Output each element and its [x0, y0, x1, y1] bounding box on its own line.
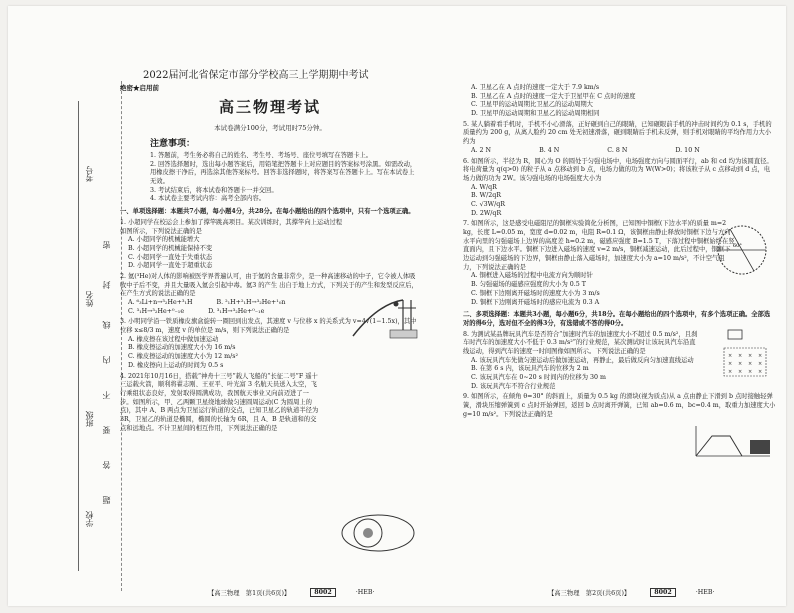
class-label: 班级 [85, 411, 94, 427]
question-option: D. 小超同学一直处于超重状态 [128, 262, 213, 270]
question-stem: 4. 2021年10月16日，搭载“神舟十三号”载人飞船的“长征二号”F 遥十三运载火箭，顺利将翟志刚、王亚平、叶光富 3 名航天员送入太空，飞行乘组状态良好，发射取得圆满成功，我国航天事业又向前迈进了一步。如图所示，甲、乙两颗卫星绕地球做匀速圆周运动(C 为圆周上的点)，其中 A、B 两点为卫星运行轨道的交点，已知卫星乙的轨道半径为 3R，卫星乙的轨道是椭圆，椭圆的长轴为 6R，且 A、B 是轨道和的交点和远地点。不计卫星间的相互作用，下列说法正确的是 [120, 372, 319, 432]
heb-mark: ·HEB· [355, 589, 375, 596]
svg-text:×: × [748, 361, 753, 367]
question-option: D. 2W/qR [471, 209, 502, 217]
note-item: 1. 答题前，考生务必将自己的姓名、考生号、考场号、座位号填写在答题卡上。 [150, 152, 373, 160]
vt-graph-svg [690, 424, 772, 460]
seal-char: 要 [102, 426, 111, 434]
question-option: B. 橡皮擦运动的加速度大小为 16 m/s [128, 344, 236, 352]
exam-no-label: 考号 [85, 166, 94, 182]
question-stem: 9. 如图所示，在倾角 θ=30° 的斜面上，质量为 0.5 kg 的滑块(视为质点)从 a 点由静止下滑到 b 点时接触轻弹簧，滑块压缩弹簧到 c 点时开始弹回，返回 b 点时离开弹簧，已知 ab=0.6 m，bc=0.4 m，取重力加速度大小 g=10 m/s²。下列说法正确的是 [463, 393, 776, 418]
svg-text:×: × [758, 369, 763, 375]
seal-char: 不 [102, 391, 111, 399]
seal-char: 内 [102, 356, 111, 364]
pole-vault-figure [348, 294, 418, 340]
page-title: 高三物理考试 [218, 97, 321, 116]
seal-char: 线 [102, 321, 111, 329]
orbit-figure [338, 508, 418, 558]
pole-vault-svg [348, 294, 418, 340]
svg-text:×: × [728, 361, 733, 367]
question-option: A. 小超同学的机械能增大 [128, 236, 200, 244]
school-label: 学校 [85, 511, 94, 527]
question-option: C. 小超同学一直处于失重状态 [128, 253, 213, 261]
exam-header: 2022届河北省保定市部分学校高三上学期期中考试 [143, 70, 369, 81]
seal-char: 题 [102, 496, 111, 504]
question-stem: 2. 氦(³He)对人体的影响被医学界普遍认可，由于氦的含量非常少，是一种高速移动的中子，它令被人体吸收中子后不变，并且大量吸入氦会引起中毒。氦3 的产生 出自于地上方式，下列关于的产生和发型反应后，在产生方式的说法正确的是 [120, 272, 418, 298]
question-option: A. ⁶₃Li+n→³₂He+³₁H [128, 299, 193, 307]
exam-sheet [8, 6, 786, 606]
question-option: C. 该玩具汽车在 0~20 s 时间内的位移为 30 m [471, 374, 606, 381]
section-heading: 二、多项选择题：本题共3小题，每小题6分，共18分。在每小题给出的四个选项中，有多个选项正确。全部选对的得6分，选对但不全的得3分，有选错或不答的得0分。 [463, 311, 771, 327]
question-option: B. 小超同学的机械能保持不变 [128, 244, 213, 252]
svg-text:×: × [728, 353, 733, 359]
question-option: A. W/qR [471, 183, 497, 191]
circle-field-figure [713, 221, 771, 279]
question-option: C. 铜框下边刚离开磁场时的速度大小为 3 m/s [471, 289, 600, 297]
question-option: C. 卫星甲的运动周期比卫星乙的运动周期大 [471, 101, 593, 109]
note-item: 3. 考试结束后，将本试卷和答题卡一并交回。 [150, 186, 278, 194]
section-heading: 一、单项选择题：本题共7小题，每小题4分，共28分。在每小题给出的四个选项中，只有一个选项正确。 [120, 208, 415, 216]
question-option: A. 铜框进入磁场的过程中电流方向为顺时针 [471, 272, 593, 280]
left-footer [208, 588, 374, 597]
svg-text:×: × [758, 353, 763, 359]
svg-text:×: × [748, 369, 753, 375]
question-option: D. 该玩具汽车不符合行业规范 [471, 382, 556, 390]
question-option: A. 2 N [471, 146, 492, 154]
note-item: 4. 本试卷主要考试内容：高考全部内容。 [150, 195, 266, 203]
score-time: 本试卷满分100分，考试用时75分钟。 [214, 123, 326, 132]
question-option: A. 卫星乙在 A 点时的速度一定大于 7.9 km/s [471, 84, 600, 91]
question-option: A. 橡皮擦在该过程中做加速运动 [128, 335, 219, 343]
binding-margin [26, 81, 122, 591]
question-option: C. 橡皮擦运动的加速度大小为 12 m/s² [128, 353, 239, 361]
svg-text:×: × [738, 361, 743, 367]
question-option: B. 卫星乙在 A 点时的速度一定大于卫星甲在 C 点时的速度 [471, 92, 636, 100]
question-stem: 5. 某人躺着看手机时，手机不小心滑落，正好砸到自己的眼睛，已知砸眼前手机的冲击时间约为 0.1 s，手机的质量约为 200 g，从离人脸约 20 cm 处无初速滑落，砸到眼睛后手机未反弹，则手机对眼睛的平均作用力大小约为 [463, 120, 772, 146]
svg-text:×: × [728, 369, 733, 375]
question-option: B. ²₁H+²₁H→³₂He+¹₀n [216, 299, 286, 307]
paper-code: 8002 [310, 588, 336, 597]
magnetic-field-svg [720, 328, 770, 378]
question-option: C. 8 N [607, 146, 628, 154]
right-footer [548, 588, 714, 597]
question-option: D. 10 N [675, 146, 700, 154]
svg-text:×: × [758, 361, 763, 367]
seal-char: 答 [102, 461, 111, 469]
question-stem: 8. 为测试某品牌玩具汽车是否符合“加速时汽车的加速度大小不超过 0.5 m/s²，且刹车时汽车的加速度大小不低于 0.3 m/s²”的行业规范，某次测试时让该玩具汽车沿直线运动，得到汽车的速度一时间图像如图所示。下列说法正确的是 [463, 330, 698, 355]
question-option: D. 卫星甲的运动周期和卫星乙的运动周期相同 [471, 110, 600, 118]
binding-rule [78, 101, 80, 571]
question-option: B. 4 N [539, 146, 560, 154]
question-option: B. 在第 6 s 内，该玩具汽车的位移为 2 m [471, 365, 589, 373]
paper-code: 8002 [650, 588, 676, 597]
secret-mark: 绝密★启用前 [120, 84, 159, 92]
question-stem: 3. 小明同学沿一铁质橡皮旗盒旋转一圈回到出发点，其速度 v 与位移 x 的关系式为 v=4√(1−1.5x)，其中位移 x≤8/3 m，速度 v 的单位是 m/s，则下列说法正确的是 [120, 318, 417, 335]
angle-label: 60° [733, 243, 742, 249]
page-label: 【高三物理 第1页(共6页)】 [208, 590, 291, 597]
question-option: D. 橡皮擦向上运动的时间为 0.5 s [128, 361, 224, 369]
question-option: D. 铜框下边刚离开磁场时的感应电流为 0.3 A [471, 298, 600, 306]
svg-text:×: × [738, 369, 743, 375]
name-label: 姓名 [85, 291, 94, 307]
seal-char: 封 [102, 281, 111, 289]
question-option: B. W/2qR [471, 192, 502, 200]
question-stem: 1. 小超同学在校运会上参加了撑竿跳高项目。某次训练时，其撑竿向上运动过程如图所示，下列说法正确的是 [120, 218, 343, 235]
orbit-svg [338, 508, 418, 558]
notes-heading: 注意事项： [150, 138, 196, 149]
question-option: A. 该玩具汽车先做匀速运动后做加速运动，再静止，最后做反向匀加速直线运动 [471, 356, 694, 364]
question-stem: 7. 如图所示，这是感受电磁阻尼的铜框实验简化分析图，已知图中铜框(下边水平)的质量 m=2 kg，长度 L=0.05 m，宽度 d=0.02 m，电阻 R=0.1 Ω，该铜框由静止释放时铜框下边与方向水平向里的匀强磁场上边界的高度差 h=0.2 m，磁感应强度 B=1.5 T，下落过程中铜框始终在竖直面内，且下边水平。铜框下边进入磁场的速度 v=2 m/s，铜框减速运动，此后过程中，铜框下边运动到匀强磁场的下边界，铜框由静止落入磁场时，加速度大小为 a=10 m/s²，不计空气阻力，下列说法正确的是 [463, 220, 735, 271]
question-option: B. 匀强磁场的磁感应强度的大小为 0.5 T [471, 281, 587, 289]
question-option: C. ³₁H→³₂He+⁰₋₁e [128, 307, 185, 315]
seal-char: 密 [102, 241, 111, 249]
question-option: C. √3W/qR [471, 200, 505, 208]
vt-graph-figure [690, 424, 772, 460]
page-label: 【高三物理 第2页(共6页)】 [548, 590, 631, 597]
circle-field-svg [713, 221, 771, 279]
option-row [471, 147, 776, 156]
svg-text:×: × [738, 353, 743, 359]
question-option: D. ³₁H→³₂He+⁰₋₁e [208, 307, 265, 315]
question-stem: 6. 如图所示，半径为 R，圆心为 O 的圆处于匀强电场中，电场强度方向与圆面平行，ab 和 cd 均为该圆直径。将电荷量为 q(q>0) 的粒子从 a 点移动到 b 点，电场力做的功为 W(W>0)；将该粒子从 c 点移动到 d 点，电场力做的功为 2W。该匀强电场的电场强度大小为 [463, 157, 773, 182]
note-item: 2. 回答选择题时，选出每小题答案后，用铅笔把答题卡上对应题目的答案标号涂黑。如需改动，用橡皮擦干净后，再选涂其他答案标号。回答非选择题时，将答案写在答题卡上。写在本试卷上无效。 [150, 160, 417, 186]
magnetic-field-figure [720, 328, 770, 378]
svg-text:×: × [748, 353, 753, 359]
heb-mark: ·HEB· [695, 589, 715, 596]
